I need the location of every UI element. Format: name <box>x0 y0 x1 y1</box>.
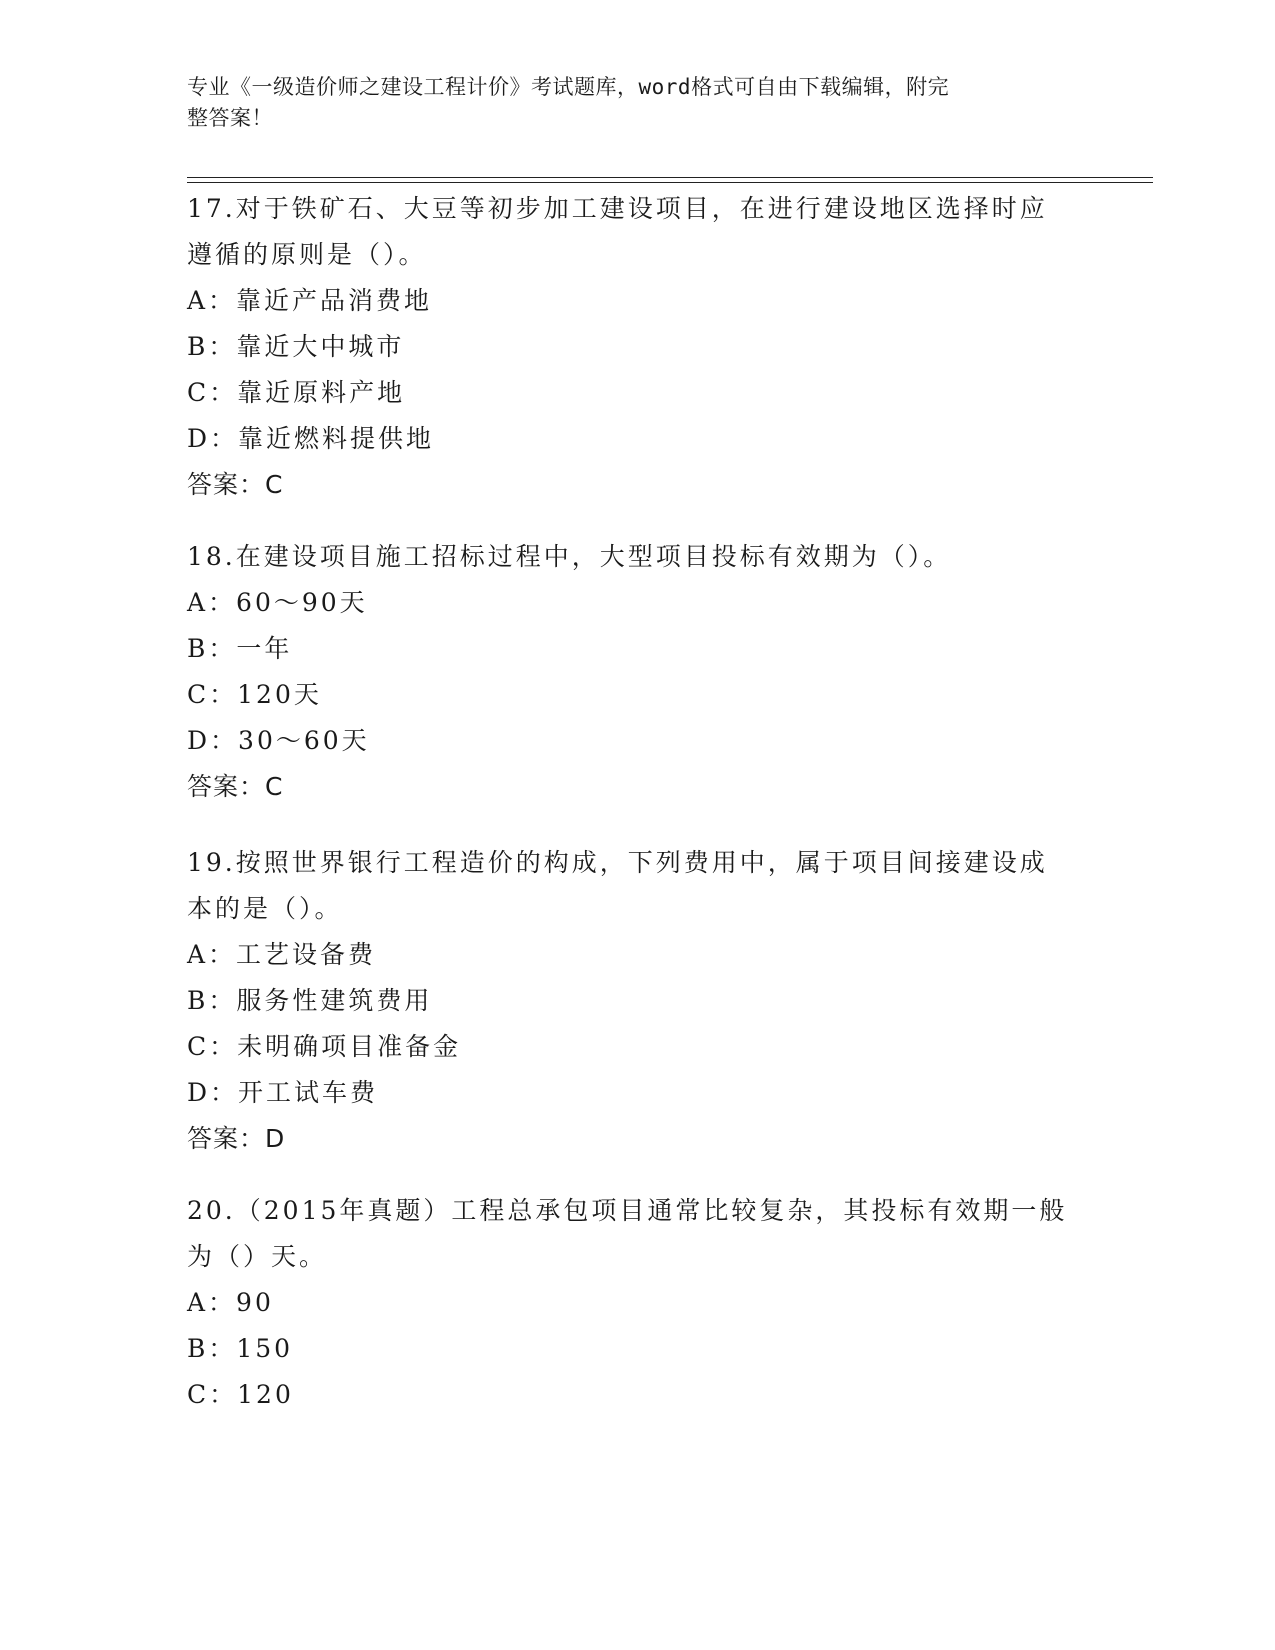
option-c: C：未明确项目准备金 <box>187 1032 462 1061</box>
option-a: A：工艺设备费 <box>187 940 377 969</box>
option-d: D：靠近燃料提供地 <box>187 424 435 453</box>
option-b: B：服务性建筑费用 <box>187 986 433 1015</box>
header-line-2: 整答案！ <box>187 106 273 130</box>
question-title: 17.对于铁矿石、大豆等初步加工建设项目，在进行建设地区选择时应 <box>187 194 1048 223</box>
option-a: A：靠近产品消费地 <box>187 286 433 315</box>
option-a: A：60～90天 <box>187 588 368 617</box>
question-20 <box>187 1188 1087 1418</box>
question-title: 20.（2015年真题）工程总承包项目通常比较复杂，其投标有效期一般 <box>187 1196 1068 1225</box>
option-c: C：120天 <box>187 680 322 709</box>
question-title-cont: 遵循的原则是（）。 <box>187 240 427 269</box>
question-title: 19.按照世界银行工程造价的构成，下列费用中，属于项目间接建设成 <box>187 848 1048 877</box>
answer: 答案：C <box>187 470 284 499</box>
header-line-1: 专业《一级造价师之建设工程计价》考试题库，word格式可自由下载编辑，附完 <box>187 75 950 99</box>
question-title: 18.在建设项目施工招标过程中，大型项目投标有效期为（）。 <box>187 542 952 571</box>
option-b: B：靠近大中城市 <box>187 332 405 361</box>
header-divider-top <box>187 177 1153 178</box>
option-d: D：30～60天 <box>187 726 370 755</box>
question-19 <box>187 840 1087 1162</box>
question-18 <box>187 534 1087 810</box>
option-c: C：靠近原料产地 <box>187 378 406 407</box>
option-a: A：90 <box>187 1288 274 1317</box>
answer: 答案：C <box>187 772 284 801</box>
option-b: B：150 <box>187 1334 294 1363</box>
header-divider-bottom <box>187 182 1153 183</box>
document-header <box>187 72 1087 134</box>
option-d: D：开工试车费 <box>187 1078 379 1107</box>
question-17 <box>187 186 1087 508</box>
question-title-cont: 为（）天。 <box>187 1242 328 1271</box>
option-b: B：一年 <box>187 634 293 663</box>
option-c: C：120 <box>187 1380 294 1409</box>
answer: 答案：D <box>187 1124 286 1153</box>
question-title-cont: 本的是（）。 <box>187 894 343 923</box>
